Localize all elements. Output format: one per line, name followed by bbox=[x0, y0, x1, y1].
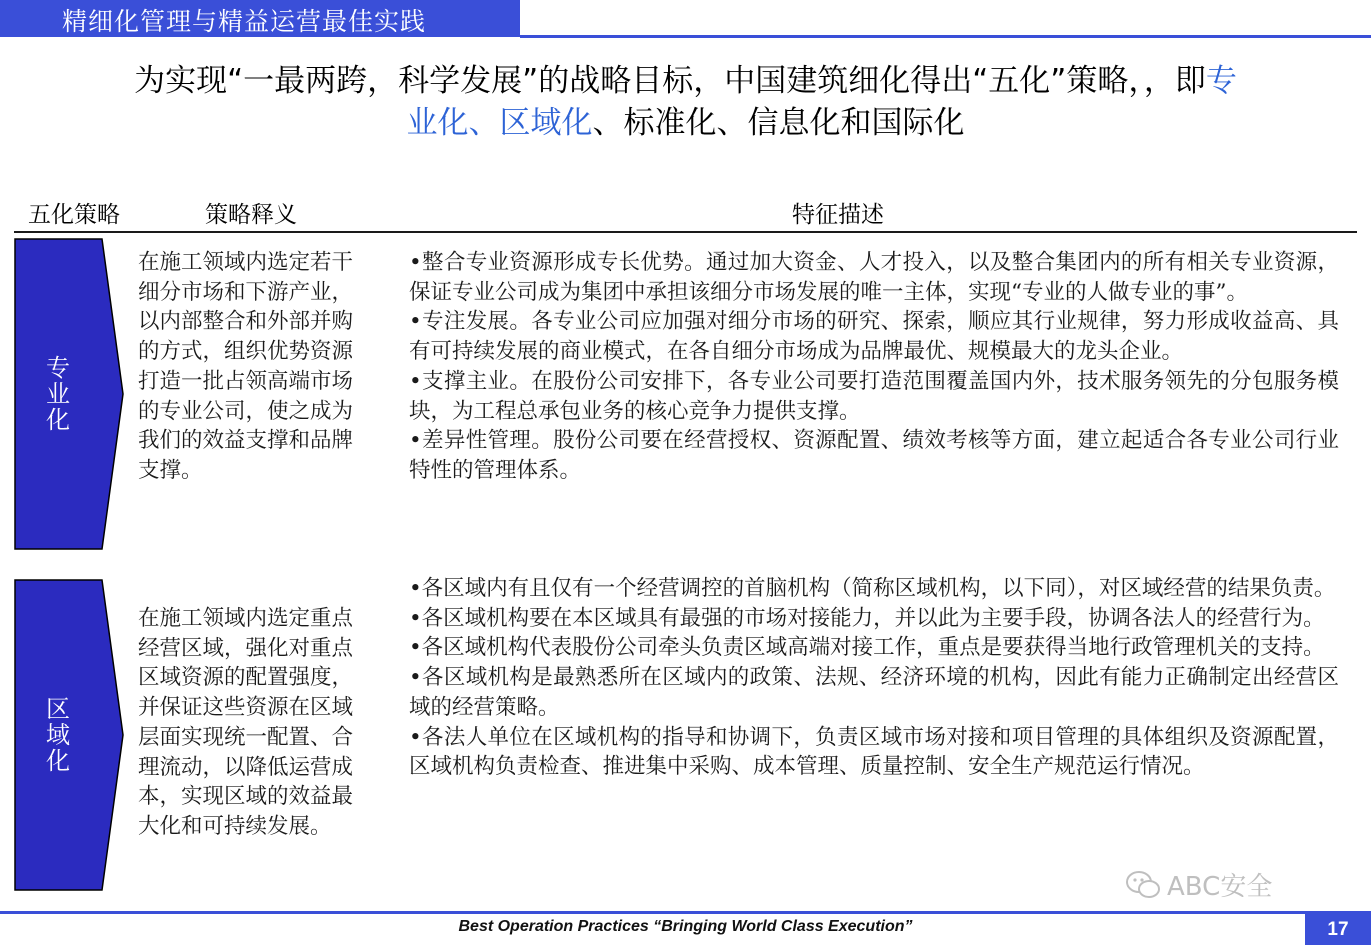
headline-text-2: 、标准化、信息化和国际化 bbox=[592, 105, 965, 141]
chevron-label bbox=[14, 238, 102, 550]
feature-list bbox=[409, 248, 1339, 486]
headline-highlight-2: 业化、区域化 bbox=[406, 105, 593, 141]
feature-item: •各法人单位在区域机构的指导和协调下，负责区域市场对接和项目管理的具体组织及资源配置，区域机构负责检查、推进集中采购、成本管理、质量控制、安全生产规范运行情况。 bbox=[409, 724, 1339, 780]
watermark bbox=[1125, 866, 1272, 903]
watermark-text: ABC安全 bbox=[1167, 872, 1273, 902]
wechat-icon bbox=[1125, 870, 1161, 900]
chevron-label bbox=[14, 579, 102, 891]
strategy-chevron-specialization bbox=[14, 238, 124, 550]
chevron-char: 化 bbox=[46, 406, 70, 434]
headline bbox=[0, 60, 1371, 144]
strategy-definition: 在施工领域内选定重点经营区域，强化对重点区域资源的配置强度，并保证这些资源在区域层面实现统一配置、合理流动，以降低运营成本，实现区域的效益最大化和可持续发展。 bbox=[138, 606, 354, 839]
feature-item: •支撑主业。在股份公司安排下，各专业公司要打造范围覆盖国内外，技术服务领先的分包服务模块，为工程总承包业务的核心竞争力提供支撑。 bbox=[409, 368, 1339, 424]
feature-list bbox=[409, 574, 1339, 782]
feature-item: •各区域机构代表股份公司牵头负责区域高端对接工作，重点是要获得当地行政管理机关的支持。 bbox=[409, 635, 1325, 661]
column-header-strategy: 五化策略 bbox=[28, 202, 120, 228]
feature-item: •差异性管理。股份公司要在经营授权、资源配置、绩效考核等方面，建立起适合各专业公司行业特性的管理体系。 bbox=[409, 428, 1339, 483]
headline-line-1 bbox=[0, 60, 1371, 102]
headline-highlight: 专 bbox=[1205, 63, 1237, 99]
chevron-char: 区 bbox=[46, 695, 70, 723]
feature-item: •各区域内有且仅有一个经营调控的首脑机构（简称区域机构，以下同），对区域经营的结果负责。 bbox=[409, 576, 1336, 601]
feature-item: •专注发展。各专业公司应加强对细分市场的研究、探索，顺应其行业规律，努力形成收益高、具有可持续发展的商业模式，在各自细分市场成为品牌最优、规模最大的龙头企业。 bbox=[409, 309, 1339, 365]
headline-line-2 bbox=[0, 102, 1371, 144]
footer-tagline: Best Operation Practices “Bringing World Class Execution” bbox=[458, 918, 913, 935]
chevron-char: 域 bbox=[46, 721, 70, 749]
header-title: 精细化管理与精益运营最佳实践 bbox=[62, 7, 427, 36]
column-header-features: 特征描述 bbox=[792, 202, 884, 228]
column-header-definition: 策略释义 bbox=[205, 202, 297, 228]
feature-item: •各区域机构要在本区域具有最强的市场对接能力，并以此为主要手段，协调各法人的经营行为。 bbox=[409, 605, 1325, 631]
chevron-char: 化 bbox=[46, 747, 70, 775]
headline-text: 为实现“一最两跨，科学发展”的战略目标，中国建筑细化得出“五化”策略，，即 bbox=[134, 63, 1206, 99]
feature-item: •整合专业资源形成专长优势。通过加大资金、人才投入，以及整合集团内的所有相关专业资源，保证专业公司成为集团中承担该细分市场发展的唯一主体，实现“专业的人做专业的事”。 bbox=[409, 250, 1339, 305]
strategy-definition: 在施工领域内选定若干细分市场和下游产业，以内部整合和外部并购的方式，组织优势资源打造一批占领高端市场的专业公司，使之成为我们的效益支撑和品牌支撑。 bbox=[138, 250, 354, 483]
feature-item: •各区域机构是最熟悉所在区域内的政策、法规、经济环境的机构，因此有能力正确制定出经营区域的经营策略。 bbox=[409, 665, 1339, 720]
chevron-char: 专 bbox=[46, 354, 70, 382]
chevron-char: 业 bbox=[46, 380, 70, 408]
header-rule bbox=[520, 35, 1371, 38]
footer-rule bbox=[0, 911, 1371, 914]
page-number: 17 bbox=[1305, 914, 1371, 945]
strategy-chevron-regionalization bbox=[14, 579, 124, 891]
header-divider bbox=[14, 231, 1357, 233]
